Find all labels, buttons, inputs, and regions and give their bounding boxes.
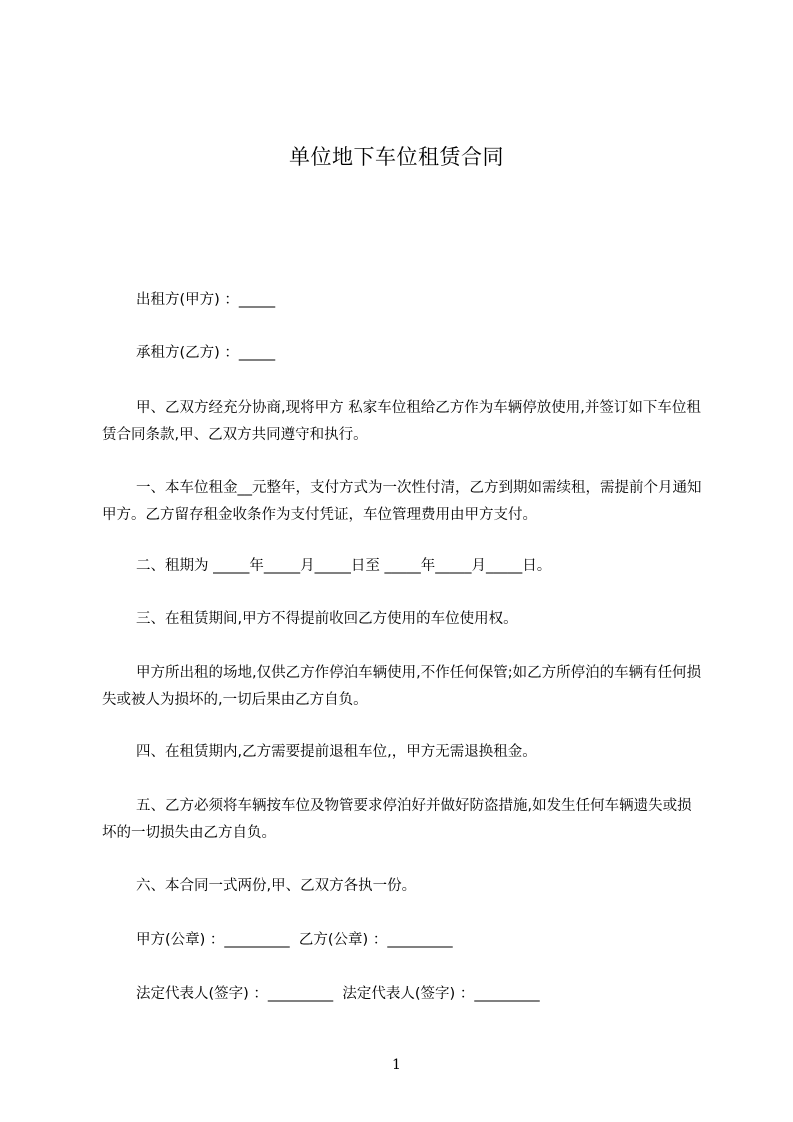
clause-2: 二、租期为 _____年_____月_____日至 _____年_____月_____日。 bbox=[136, 558, 552, 574]
lessor-line: 出租方(甲方) ：_____ bbox=[136, 292, 276, 308]
clause-4: 四、在租赁期内,乙方需要提前退租车位,，甲方无需退换租金。 bbox=[136, 744, 537, 760]
lessee-line: 承租方(乙方) ：_____ bbox=[136, 345, 276, 361]
clause-1: 一、本车位租金__元整年，支付方式为一次性付清，乙方到期如需续租，需提前个月通知甲方。乙方留存租金收条作为支付凭证，车位管理费用由甲方支付。 bbox=[102, 480, 702, 523]
clause-6: 六、本合同一式两份,甲、乙双方各执一份。 bbox=[136, 878, 417, 894]
signature-line: 法定代表人(签字) ：_________ 法定代表人(签字) ：_________ bbox=[136, 986, 540, 1002]
page-number: 1 bbox=[392, 1057, 401, 1073]
intro-paragraph: 甲、乙双方经充分协商,现将甲方 私家车位租给乙方作为车辆停放使用,并签订如下车位租赁合同条款,甲、乙双方共同遵守和执行。 bbox=[102, 400, 701, 443]
seal-line: 甲方(公章) ：_________ 乙方(公章) ：_________ bbox=[136, 932, 453, 948]
clause-3-note: 甲方所出租的场地,仅供乙方作停泊车辆使用,不作任何保管;如乙方所停泊的车辆有任何损失或被人为损坏的,一切后果由乙方自负。 bbox=[102, 665, 702, 708]
clause-3: 三、在租赁期间,甲方不得提前收回乙方使用的车位使用权。 bbox=[136, 611, 518, 627]
clause-5: 五、乙方必须将车辆按车位及物管要求停泊好并做好防盗措施,如发生任何车辆遗失或损坏的一切损失由乙方自负。 bbox=[102, 798, 692, 841]
document-title: 单位地下车位租赁合同 bbox=[289, 145, 504, 169]
